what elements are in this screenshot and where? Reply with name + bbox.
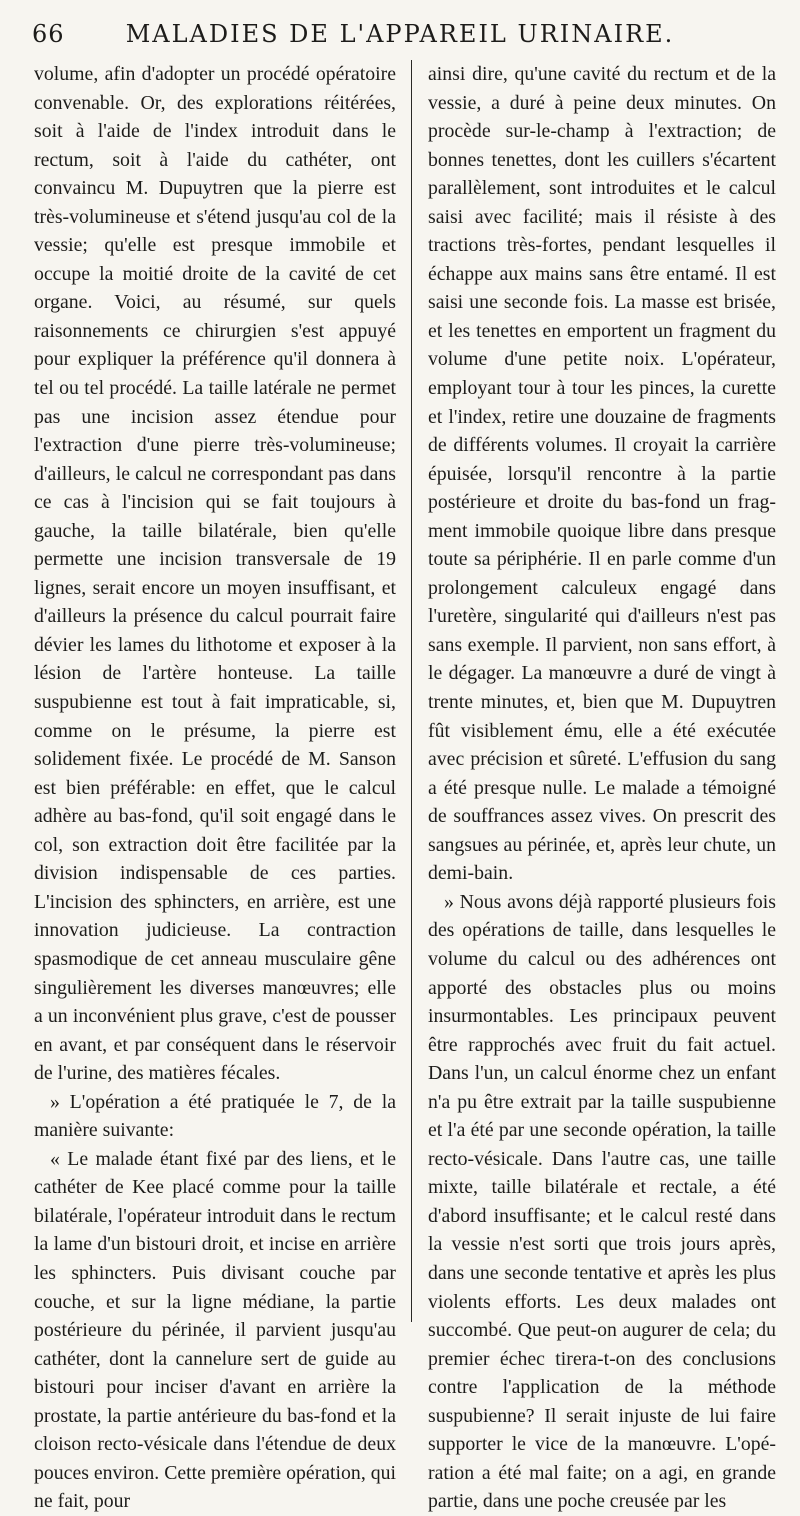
- paragraph: « Le malade étant fixé par des liens, et le cathéter de Kee placé comme pour la taille bilatérale, l'opérateur introduit dans le rectum la lame d'un bistouri droit, et incise en arrière les sphincters. Puis divisant couche par couche, et sur la ligne médiane, la partie postérieure du périnée, il parvient jusqu'au cathéter, dont la cannelure sert de guide au bistouri pour inciser d'avant en arrière la prostate, la partie antérieure du bas-fond et la cloison recto-vésicale dans l'étendue de deux pouces environ. Cette première opération, qui ne fait, pour: [34, 1147, 396, 1513]
- page-header: [0, 16, 800, 50]
- left-column: [34, 60, 396, 1513]
- paragraph: ainsi dire, qu'une cavité du rectum et de la vessie, a duré à peine deux minutes. On procède sur-le-champ à l'extraction; de bonnes tenettes, dont les cuillers s'écartent parallèlement, sont introduites et le calcul saisi avec facilité; mais il résiste à des tractions très-fortes, pendant lesquelles il échappe aux mains sans être entamé. Il est saisi une seconde fois. La masse est brisée, et les tenettes en emportent un fragment du volume d'une petite noix. L'opérateur, employant tour à tour les pinces, la curette et l'index, retire une douzaine de fragments de différents volumes. Il croyait la carrière épuisée, lorsqu'il rencontre à la partie postérieure et droite du bas-fond un fragment immobile quoique libre dans presque toute sa périphérie. Il en parle comme d'un prolongement calculeux engagé dans l'uretère, singularité qui d'ailleurs n'est pas sans exemple. Il parvient, non sans effort, à le dégager. La manœuvre a duré de vingt à trente minutes, et, bien que M. Dupuytren fût visiblement ému, elle a été exécutée avec précision et sûreté. L'effusion du sang a été presque nulle. Le malade a témoigné de souffrances assez vives. On prescrit des sangsues au périnée, et, après leur chute, un demi-bain.: [428, 63, 776, 885]
- paragraph: » Nous avons déjà rapporté plusieurs fois des opérations de taille, dans lesquelles le volume du calcul ou des adhérences ont apporté des obstacles plus ou moins insurmontables. Les principaux peuvent être rapprochés avec fruit du fait actuel. Dans l'un, un calcul énorme chez un enfant n'a pu être extrait par la taille suspubienne et l'a été par une seconde opération, la taille recto-vésicale. Dans l'autre cas, une taille mixte, taille bilatérale et rectale, a été d'abord insuffisante; et le calcul resté dans la vessie n'est sorti que trois jours après, dans une seconde tentative et après les plus violents efforts. Les deux malades ont succombé. Que peut-on augurer de cela; du premier échec tirera-t-on des conclusions contre l'application de la méthode suspubienne? Il serait injuste de lui faire supporter le vice de la manœuvre. L'opération a été mal faite; on a agi, en grande partie, dans une poche creusée par les: [428, 890, 776, 1513]
- paragraph: volume, afin d'adopter un procédé opératoire convenable. Or, des explorations réitérées, soit à l'aide de l'index introduit dans le rectum, soit à l'aide du cathéter, ont convaincu M. Dupuytren que la pierre est très-volumineuse et s'étend jusqu'au col de la vessie; qu'elle est presque immobile et occupe la moitié droite de la cavité de cet organe. Voici, au résumé, sur quels raisonnements ce chirurgien s'est appuyé pour expliquer la préférence qu'il donnera à tel ou tel procédé. La taille latérale ne permet pas une incision assez étendue pour l'extraction d'une pierre très-volumineuse; d'ailleurs, le calcul ne correspondant pas dans ce cas à l'incision qui se fait toujours à gauche, la taille bilatérale, bien qu'elle permette une incision transversale de 19 lignes, serait encore un moyen insuffisant, et d'ailleurs la présence du calcul pourrait faire dévier les lames du lithotome et exposer à la lésion de l'artère honteuse. La taille suspubienne est tout à fait impraticable, si, comme on le présume, la pierre est solidement fixée. Le procédé de M. Sanson est bien préférable: en effet, que le calcul adhère au bas-fond, qu'il soit engagé dans le col, son extraction doit être facilitée par la division indispensable de ces parties. L'incision des sphincters, en arrière, est une innovation judicieuse. La contraction spasmodique de cet anneau musculaire gêne singulièrement les diverses manœuvres; elle a un inconvénient plus grave, c'est de pousser en avant, et par conséquent dans le réservoir de l'urine, des matières fécales.: [34, 63, 396, 1085]
- paragraph: » L'opération a été pratiquée le 7, de la manière suivante:: [34, 1090, 396, 1142]
- column-divider: [411, 60, 412, 1322]
- page-number: 66: [32, 20, 65, 48]
- right-column: [428, 60, 776, 1513]
- running-title: MALADIES DE L'APPAREIL URINAIRE.: [125, 20, 675, 48]
